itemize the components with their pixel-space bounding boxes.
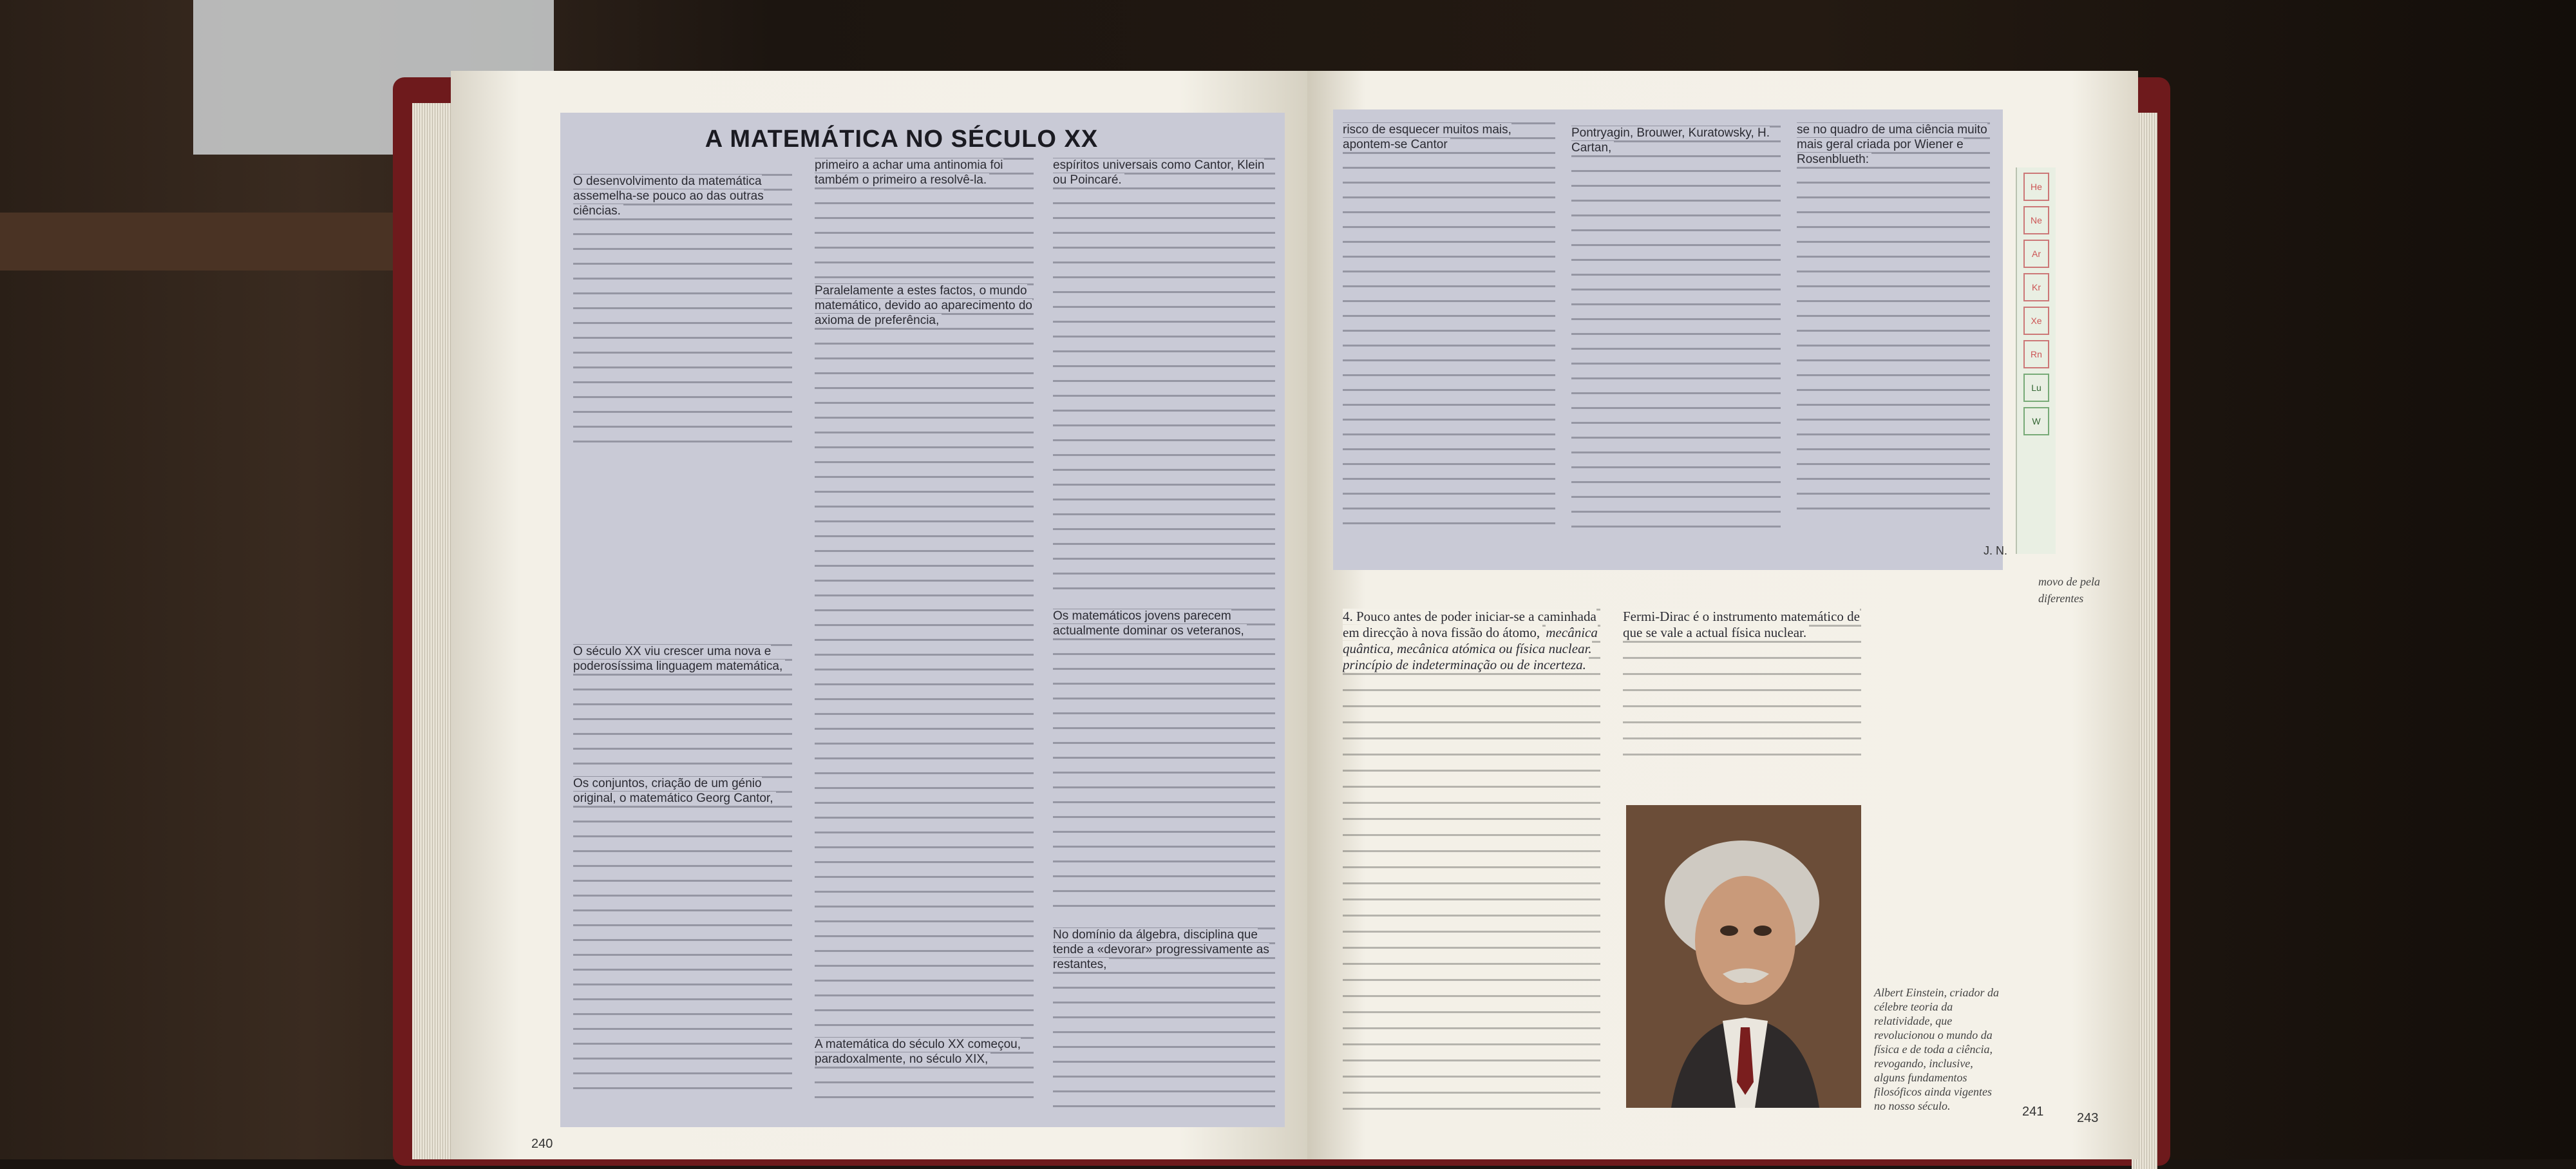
element-cell: He xyxy=(2023,173,2049,201)
left-col1-block2 xyxy=(573,644,792,773)
element-cell: Xe xyxy=(2023,307,2049,335)
element-cell: Lu xyxy=(2023,374,2049,402)
left-col3-para2: Os matemáticos jovens parecem actualmente dominar os veteranos, xyxy=(1053,609,1247,638)
left-page-number: 240 xyxy=(531,1137,553,1151)
left-col2-block3 xyxy=(815,1037,1034,1108)
element-cell: Kr xyxy=(2023,273,2049,301)
left-col1-lead: O desenvolvimento da matemática assemelha-se pouco ao das outras ciências. xyxy=(573,175,764,218)
element-cell: W xyxy=(2023,407,2049,435)
side-margin-note: movo de pela diferentes xyxy=(2038,575,2100,605)
left-col2-lead: primeiro a achar uma antinomia foi também o primeiro a resolvê-la. xyxy=(815,158,1003,187)
right-top-col2-text: Pontryagin, Brouwer, Kuratowsky, H. Cartan, xyxy=(1571,126,1770,155)
right-top-col2 xyxy=(1571,126,1781,538)
left-col2-block2 xyxy=(815,283,1034,1031)
einstein-portrait xyxy=(1626,805,1861,1108)
page-edges-left xyxy=(412,103,451,1159)
right-body-col2 xyxy=(1623,609,1861,757)
left-col3-block3 xyxy=(1053,927,1275,1108)
page-title: A MATEMÁTICA NO SÉCULO XX xyxy=(705,126,1099,153)
right-top-col1-text: risco de esquecer muitos mais, apontem-se Cantor xyxy=(1343,123,1511,151)
portrait-drawing xyxy=(1626,805,1861,1108)
element-cell: Rn xyxy=(2023,340,2049,368)
side-page-number: 243 xyxy=(2077,1111,2099,1125)
left-col3-block1 xyxy=(1053,158,1275,602)
element-cell: Ne xyxy=(2023,206,2049,234)
periodic-table-strip xyxy=(2016,167,2056,554)
left-col2-block1 xyxy=(815,158,1034,280)
right-top-col3 xyxy=(1797,122,1990,522)
right-body-col2-lead: Fermi-Dirac é o instrumento matemático de que se vale a actual física nuclear. xyxy=(1623,609,1860,640)
left-col2-para3: A matemática do século XX começou, paradoxalmente, no século XIX, xyxy=(815,1038,1021,1066)
left-col2-para2: Paralelamente a estes factos, o mundo matemático, devido ao aparecimento do axioma de preferência, xyxy=(815,284,1032,327)
left-col1-block1 xyxy=(573,174,792,444)
left-col1-block3 xyxy=(573,776,792,1098)
right-top-col1 xyxy=(1343,122,1555,535)
right-body-col1-lead: 4. Pouco antes de poder iniciar-se a caminhada em direcção à nova fissão do átomo, xyxy=(1343,609,1596,640)
portrait-caption: Albert Einstein, criador da célebre teoria da relatividade, que revolucionou o mundo da física e de toda a ciência, revogando, inclusive, alguns fundamentos filosóficos ainda vigentes no nosso século. xyxy=(1874,986,1999,1112)
left-col3-lead: espíritos universais como Cantor, Klein ou Poincaré. xyxy=(1053,158,1265,187)
right-top-col3-text: se no quadro de uma ciência muito mais geral criada por Wiener e Rosenblueth: xyxy=(1797,123,1987,166)
right-body-col1-terms: mecânica quântica, mecânica atómica ou física nuclear. princípio de indeterminação ou de incerteza. xyxy=(1343,625,1598,672)
right-body-col1 xyxy=(1343,609,1600,1124)
left-col3-block2 xyxy=(1053,609,1275,918)
author-signature: J. N. xyxy=(1984,544,2008,557)
left-col3-para3: No domínio da álgebra, disciplina que tende a «devorar» progressivamente as restantes, xyxy=(1053,928,1269,971)
right-page-number: 241 xyxy=(2022,1105,2044,1119)
left-col1-para3: Os conjuntos, criação de um génio original, o matemático Georg Cantor, xyxy=(573,777,776,805)
element-cell: Ar xyxy=(2023,240,2049,268)
left-col1-para2: O século XX viu crescer uma nova e poderosíssima linguagem matemática, xyxy=(573,645,785,673)
